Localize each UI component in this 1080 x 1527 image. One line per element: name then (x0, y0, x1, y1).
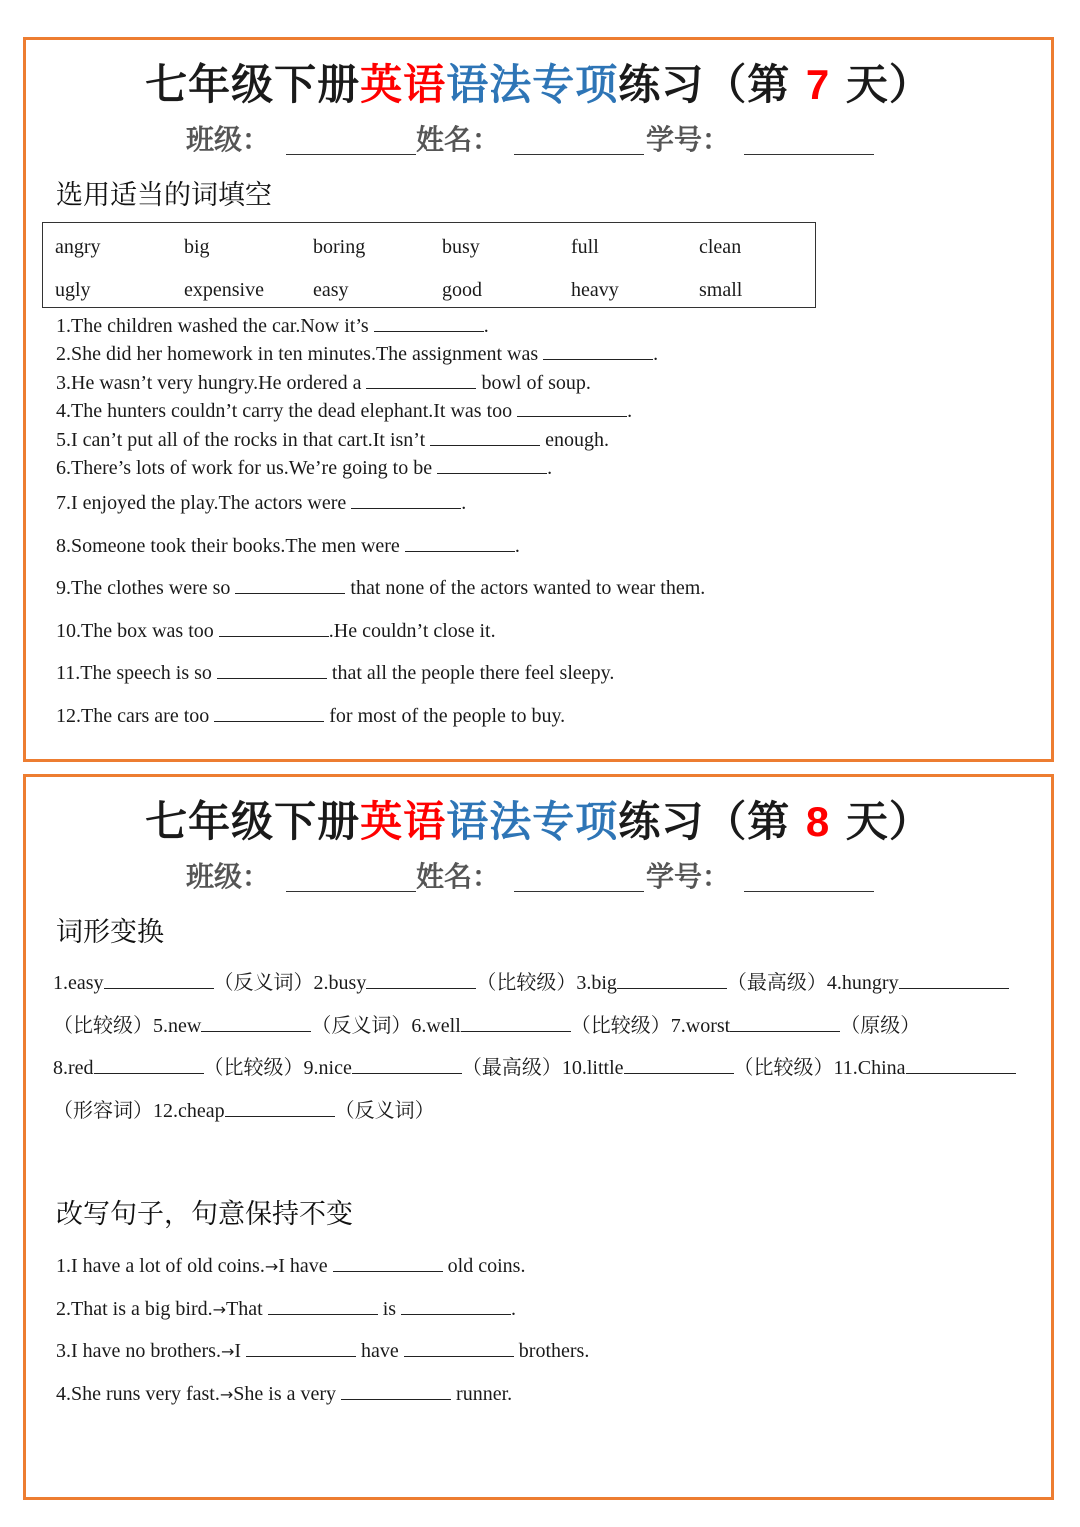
answer-blank[interactable] (352, 1059, 462, 1074)
arrow-icon: → (219, 1385, 234, 1404)
word-form-row (53, 973, 1009, 993)
question-2 (56, 344, 658, 364)
answer-blank[interactable] (94, 1059, 204, 1074)
number-blank[interactable] (744, 891, 874, 892)
answer-blank[interactable] (366, 974, 476, 989)
word-form-text: 9.nice (303, 1057, 352, 1079)
answer-blank[interactable] (404, 1342, 514, 1357)
answer-blank[interactable] (341, 1385, 451, 1400)
answer-blank[interactable] (405, 537, 515, 552)
word-form-text: 4.hungry (826, 972, 899, 994)
question-text: 1.The children washed the car.Now it’s (56, 315, 374, 337)
title-english-word: 英语 (360, 60, 447, 109)
answer-blank[interactable] (104, 974, 214, 989)
word-form-text: （形容词）12.cheap (53, 1100, 225, 1122)
question-text: 9.The clothes were so (56, 577, 236, 599)
answer-blank[interactable] (543, 345, 653, 360)
word-form-text: 10.little (561, 1057, 624, 1079)
arrow-icon: → (212, 1300, 227, 1319)
question-8 (56, 536, 520, 556)
rewrite-text: That (226, 1298, 268, 1320)
rewrite-text: have (356, 1340, 404, 1362)
page-title (26, 60, 1051, 109)
word-bank-item: boring (313, 236, 366, 258)
class-blank[interactable] (286, 891, 416, 892)
question-4 (56, 401, 632, 421)
name-label: 姓名： (416, 860, 501, 893)
section-title: 选用适当的词填空 (56, 180, 272, 211)
section-title-word-forms: 词形变换 (56, 917, 164, 948)
word-bank (42, 222, 816, 308)
answer-blank[interactable] (268, 1300, 378, 1315)
word-form-text: 7.worst (670, 1015, 731, 1037)
question-12 (56, 706, 565, 726)
class-blank[interactable] (286, 154, 416, 155)
question-text: 4.The hunters couldn’t carry the dead elephant.It was too (56, 400, 518, 422)
answer-blank[interactable] (214, 707, 324, 722)
answer-blank[interactable] (225, 1102, 335, 1117)
question-text: 12.The cars are too (56, 705, 215, 727)
word-bank-item: busy (442, 236, 480, 258)
title-text: 天） (845, 60, 932, 109)
word-form-hint: （反义词） (334, 1100, 435, 1122)
word-form-row (53, 1058, 1016, 1078)
rewrite-text: brothers. (513, 1340, 590, 1362)
answer-blank[interactable] (730, 1017, 840, 1032)
question-text: 10.The box was too (56, 620, 219, 642)
word-bank-item: clean (699, 236, 742, 258)
question-text: . (627, 400, 633, 422)
question-text: 7.I enjoyed the play.The actors were (56, 492, 352, 514)
word-form-hint: （比较级） (733, 1057, 834, 1079)
word-form-text: 3.big (576, 972, 617, 994)
word-form-hint: （原级） (840, 1015, 921, 1037)
original-sentence: 1.I have a lot of old coins. (56, 1255, 265, 1277)
rewrite-text: She is a very (233, 1383, 342, 1405)
rewrite-question-2 (56, 1299, 516, 1319)
original-sentence: 2.That is a big bird. (56, 1298, 213, 1320)
question-text: 8.Someone took their books.The men were (56, 535, 405, 557)
question-10 (56, 621, 496, 641)
question-text: 5.I can’t put all of the rocks in that cart.It isn’t (56, 429, 431, 451)
question-text: that all the people there feel sleepy. (326, 662, 615, 684)
student-info-row (186, 120, 906, 160)
word-form-hint: （最高级） (461, 1057, 562, 1079)
question-6 (56, 458, 552, 478)
original-sentence: 4.She runs very fast. (56, 1383, 220, 1405)
word-form-hint: （比较级） (476, 972, 577, 994)
answer-blank[interactable] (219, 622, 329, 637)
answer-blank[interactable] (217, 664, 327, 679)
day-number: 7 (805, 61, 831, 108)
rewrite-text: I (234, 1340, 247, 1362)
rewrite-text: old coins. (442, 1255, 526, 1277)
question-11 (56, 663, 614, 683)
name-blank[interactable] (514, 891, 644, 892)
answer-blank[interactable] (351, 494, 461, 509)
question-7 (56, 493, 466, 513)
answer-blank[interactable] (235, 579, 345, 594)
original-sentence: 3.I have no brothers. (56, 1340, 221, 1362)
question-text: . (653, 343, 659, 365)
word-form-text: 1.easy (53, 972, 104, 994)
title-text: 七年级下册 (145, 60, 361, 109)
word-bank-item: big (184, 236, 210, 258)
word-bank-item: expensive (184, 279, 264, 301)
number-blank[interactable] (744, 154, 874, 155)
arrow-icon: → (264, 1257, 279, 1276)
title-grammar-word: 语法专项 (446, 60, 619, 109)
word-form-hint: （最高级） (726, 972, 827, 994)
day-number: 8 (805, 798, 831, 845)
word-form-text: 2.busy (313, 972, 367, 994)
word-form-text: （比较级）5.new (53, 1015, 202, 1037)
word-form-row (53, 1016, 920, 1036)
name-label: 姓名： (416, 123, 501, 156)
rewrite-question-4 (56, 1384, 512, 1404)
section-title-rewrite: 改写句子，句意保持不变 (56, 1199, 353, 1230)
worksheet-day-7 (23, 37, 1054, 762)
title-text: 练习（第 (618, 60, 791, 109)
title-text: 练习（第 (618, 797, 791, 846)
answer-blank[interactable] (899, 974, 1009, 989)
word-form-hint: （反义词） (213, 972, 314, 994)
rewrite-text: is (377, 1298, 402, 1320)
rewrite-text: runner. (451, 1383, 513, 1405)
question-text: . (547, 457, 553, 479)
rewrite-question-3 (56, 1341, 589, 1361)
answer-blank[interactable] (246, 1342, 356, 1357)
number-label: 学号： (646, 860, 731, 893)
number-label: 学号： (646, 123, 731, 156)
answer-blank[interactable] (517, 402, 627, 417)
page-title (26, 797, 1051, 846)
answer-blank[interactable] (401, 1300, 511, 1315)
question-text: 11.The speech is so (56, 662, 217, 684)
word-bank-item: small (699, 279, 743, 301)
question-text: that none of the actors wanted to wear them. (345, 577, 706, 599)
word-bank-item: full (571, 236, 599, 258)
question-text: bowl of soup. (476, 372, 591, 394)
answer-blank[interactable] (201, 1017, 311, 1032)
word-form-text: 8.red (53, 1057, 94, 1079)
question-5 (56, 430, 609, 450)
question-text: 6.There’s lots of work for us.We’re going to be (56, 457, 438, 479)
rewrite-text: . (511, 1298, 517, 1320)
answer-blank[interactable] (366, 374, 476, 389)
word-form-hint: （比较级） (203, 1057, 304, 1079)
question-text: . (514, 535, 520, 557)
word-bank-item: ugly (55, 279, 91, 301)
word-form-text: 11.China (833, 1057, 906, 1079)
word-bank-item: easy (313, 279, 349, 301)
answer-blank[interactable] (430, 431, 540, 446)
word-bank-item: good (442, 279, 482, 301)
answer-blank[interactable] (624, 1059, 734, 1074)
arrow-icon: → (220, 1342, 235, 1361)
word-bank-item: angry (55, 236, 101, 258)
answer-blank[interactable] (437, 459, 547, 474)
question-text: .He couldn’t close it. (328, 620, 496, 642)
word-form-hint: （反义词） (311, 1015, 412, 1037)
title-english-word: 英语 (360, 797, 447, 846)
name-blank[interactable] (514, 154, 644, 155)
question-text: . (461, 492, 467, 514)
title-text: 七年级下册 (145, 797, 361, 846)
question-text: 2.She did her homework in ten minutes.The assignment was (56, 343, 544, 365)
student-info-row (186, 857, 906, 897)
word-bank-item: heavy (571, 279, 619, 301)
word-form-hint: （比较级） (570, 1015, 671, 1037)
title-text: 天） (845, 797, 932, 846)
question-text: enough. (540, 429, 610, 451)
question-3 (56, 373, 591, 393)
rewrite-text: I have (278, 1255, 333, 1277)
answer-blank[interactable] (617, 974, 727, 989)
word-form-row (53, 1101, 435, 1121)
question-1 (56, 316, 489, 336)
answer-blank[interactable] (906, 1059, 1016, 1074)
question-text: for most of the people to buy. (324, 705, 566, 727)
question-9 (56, 578, 705, 598)
answer-blank[interactable] (461, 1017, 571, 1032)
class-label: 班级： (186, 860, 271, 893)
answer-blank[interactable] (333, 1257, 443, 1272)
word-form-text: 6.well (411, 1015, 461, 1037)
class-label: 班级： (186, 123, 271, 156)
question-text: . (483, 315, 489, 337)
answer-blank[interactable] (374, 317, 484, 332)
rewrite-question-1 (56, 1256, 525, 1276)
worksheet-day-8 (23, 774, 1054, 1500)
title-grammar-word: 语法专项 (446, 797, 619, 846)
question-text: 3.He wasn’t very hungry.He ordered a (56, 372, 367, 394)
